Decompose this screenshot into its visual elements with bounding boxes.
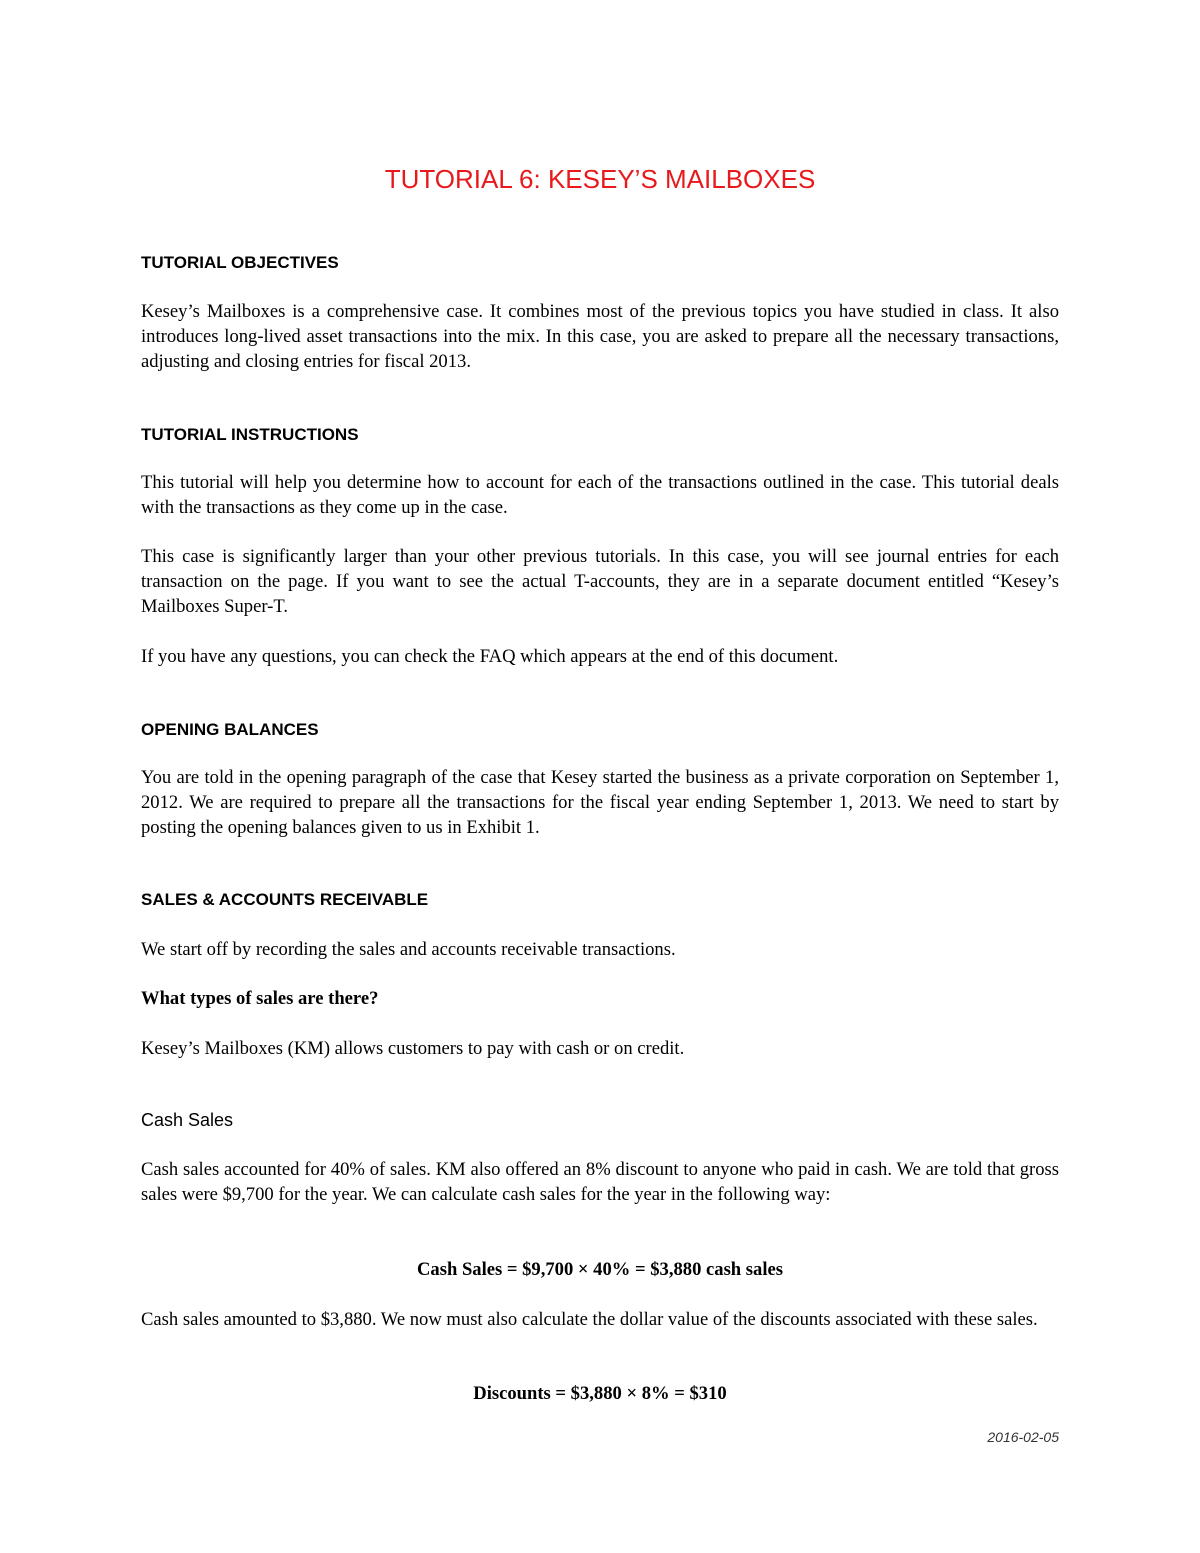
paragraph-objectives: Kesey’s Mailboxes is a comprehensive case. It combines most of the previous topics you have studied in class. It also introduces long-lived asset transactions into the mix. In this case, you are asked to prepare all the necessary transactions, adjusting and closing entries for fiscal 2013. — [141, 301, 1059, 372]
heading-tutorial-objectives: TUTORIAL OBJECTIVES — [141, 253, 339, 272]
equation-discounts: Discounts = $3,880 × 8% = $310 — [473, 1383, 727, 1404]
paragraph-instructions-1: This tutorial will help you determine how to account for each of the transactions outlined in the case. This tutorial deals with the transactions as they come up in the case. — [141, 472, 1059, 518]
equation-cash-sales: Cash Sales = $9,700 × 40% = $3,880 cash sales — [417, 1259, 783, 1280]
heading-opening-balances: OPENING BALANCES — [141, 720, 319, 739]
paragraph-sales-types: Kesey’s Mailboxes (KM) allows customers to pay with cash or on credit. — [141, 1038, 685, 1059]
paragraph-cash-sales-1: Cash sales accounted for 40% of sales. KM also offered an 8% discount to anyone who paid in cash. We are told that gross sales were $9,700 for the year. We can calculate cash sales for the year in the following way: — [141, 1159, 1059, 1205]
paragraph-instructions-2: This case is significantly larger than your other previous tutorials. In this case, you will see journal entries for each transaction on the page. If you want to see the actual T-accounts, they are in a separate document entitled “Kesey’s Mailboxes Super-T. — [141, 546, 1059, 617]
footer-date: 2016-02-05 — [987, 1429, 1059, 1445]
paragraph-opening-balances: You are told in the opening paragraph of the case that Kesey started the business as a private corporation on September 1, 2012. We are required to prepare all the transactions for the fiscal year ending September 1, 2013. We need to start by posting the opening balances given to us in Exhibit 1. — [141, 767, 1059, 838]
heading-sales-accounts-receivable: SALES & ACCOUNTS RECEIVABLE — [141, 890, 429, 909]
question-sales-types: What types of sales are there? — [141, 988, 379, 1009]
paragraph-cash-sales-2: Cash sales amounted to $3,880. We now must also calculate the dollar value of the discounts associated with these sales. — [141, 1309, 1038, 1330]
paragraph-sales-intro: We start off by recording the sales and accounts receivable transactions. — [141, 939, 676, 960]
heading-tutorial-instructions: TUTORIAL INSTRUCTIONS — [141, 425, 359, 444]
paragraph-instructions-3: If you have any questions, you can check the FAQ which appears at the end of this document. — [141, 646, 839, 667]
document-title: TUTORIAL 6: KESEY’S MAILBOXES — [384, 164, 816, 194]
heading-cash-sales: Cash Sales — [141, 1110, 234, 1130]
